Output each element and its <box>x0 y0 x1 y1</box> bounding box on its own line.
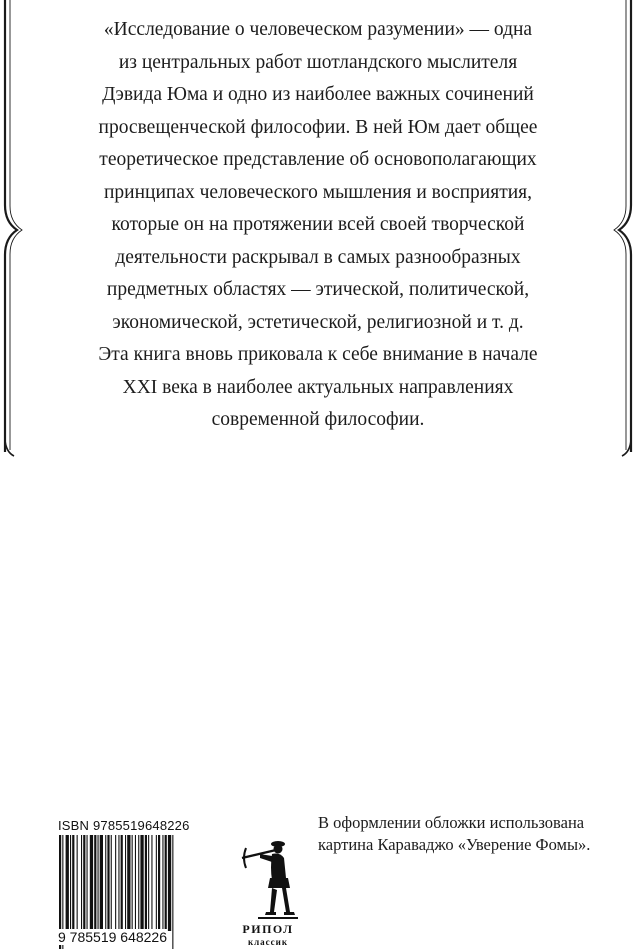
description-line: Эта книга вновь приковала к себе внимание в начале <box>98 344 538 365</box>
barcode-bar <box>81 835 82 931</box>
barcode-bar <box>77 835 78 931</box>
description-line: «Исследование о человеческом разумении» — одна <box>103 19 533 40</box>
archer-icon <box>236 832 300 920</box>
barcode-bar <box>125 835 126 931</box>
barcode-bar <box>100 835 103 931</box>
barcode-bar <box>105 835 106 931</box>
description-line: теоретическое представление об основополагающих <box>99 149 537 170</box>
barcode-bar <box>72 835 74 931</box>
barcode-bar <box>83 835 85 931</box>
cover-credit <box>318 812 636 856</box>
barcode-bar <box>156 835 157 931</box>
barcode-bar <box>115 835 116 931</box>
description-line: Дэвида Юма и одно из наиболее важных сочинений <box>102 84 534 105</box>
barcode-bar <box>158 835 160 931</box>
barcode-bar <box>118 835 119 931</box>
barcode-bar <box>70 835 71 931</box>
credit-line: В оформлении обложки использована <box>318 813 585 832</box>
barcode-bar <box>66 835 69 931</box>
barcode-bar <box>111 835 112 931</box>
barcode-bar <box>140 835 143 931</box>
barcode-bar <box>87 835 88 931</box>
barcode-bar <box>162 835 163 931</box>
publisher-logo <box>228 832 308 950</box>
barcode-bar <box>98 835 99 931</box>
description-line: которые он на протяжении всей своей творческой <box>111 214 525 235</box>
description-line: XXI века в наиболее актуальных направлениях <box>122 376 514 398</box>
description-line: экономической, эстетической, религиозной и т. д. <box>112 311 524 333</box>
barcode-bar <box>121 835 123 931</box>
description-line: принципах человеческого мышления и восприятия, <box>103 181 533 203</box>
book-description <box>40 14 596 437</box>
barcode-bar <box>127 835 130 931</box>
credit-line: картина Караваджо «Уверение Фомы». <box>318 835 591 854</box>
barcode-bar <box>94 835 96 931</box>
description-line: предметных областях — этической, политической, <box>106 279 530 300</box>
description-line: просвещенческой философии. В ней Юм дает общее <box>98 116 538 138</box>
isbn-label: ISBN 9785519648226 <box>58 818 190 833</box>
barcode-bar <box>172 835 173 949</box>
barcode-bar <box>165 835 167 931</box>
barcode-bar <box>145 835 147 931</box>
barcode-bar <box>151 835 152 931</box>
description-line: из центральных работ шотландского мыслителя <box>118 51 518 73</box>
barcode-bar <box>138 835 139 931</box>
barcode-bar <box>135 835 136 931</box>
publisher-subtitle: классик <box>247 937 289 947</box>
barcode-bar <box>132 835 133 931</box>
isbn-digits: 9 785519 648226 <box>58 929 167 945</box>
description-line: современной философии. <box>211 409 425 430</box>
publisher-name: РИПОЛ <box>242 922 294 936</box>
barcode-bar <box>107 835 109 931</box>
description-line: деятельности раскрывал в самых разнообразных <box>115 246 521 268</box>
barcode-bar <box>168 835 171 931</box>
barcode-bar <box>90 835 93 931</box>
barcode-bar <box>148 835 149 931</box>
